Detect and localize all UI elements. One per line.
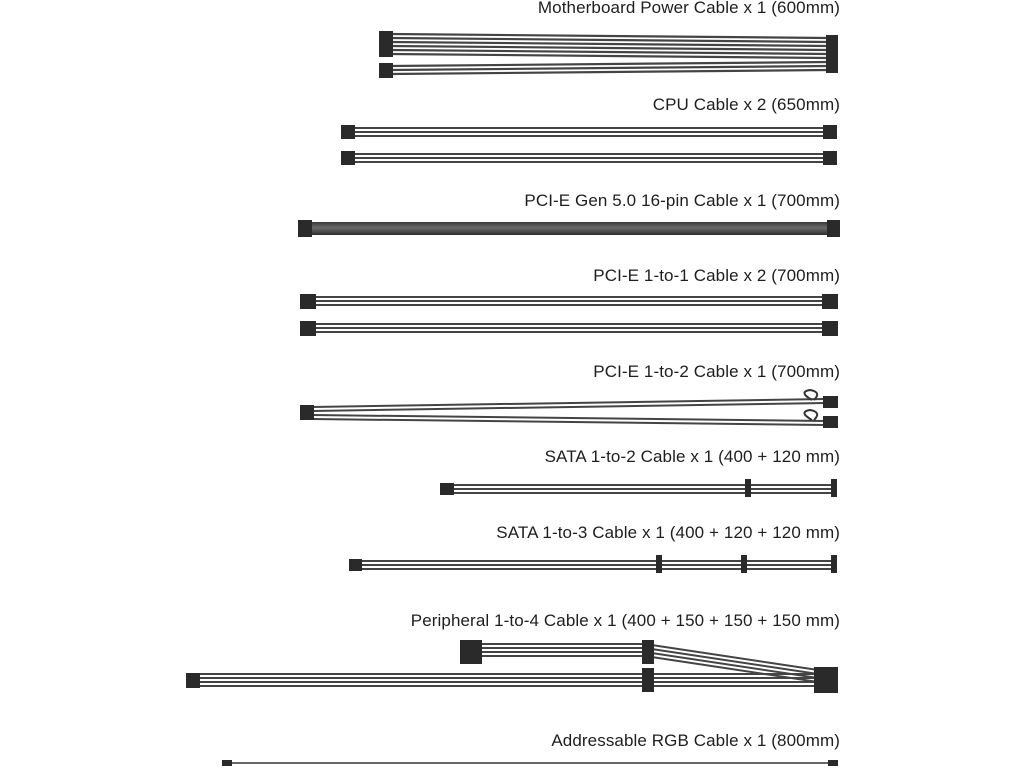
label-cpu: CPU Cable x 2 (650mm) <box>652 95 840 114</box>
connector-mb-left-bottom <box>379 63 393 78</box>
cable-peripheral-1-to-4 <box>186 640 838 693</box>
label-motherboard-power: Motherboard Power Cable x 1 (600mm) <box>537 0 840 17</box>
cable-pcie-gen5 <box>298 220 840 237</box>
cable-argb <box>222 760 838 766</box>
connector-mb-left-top <box>379 31 393 57</box>
label-peripheral-1-to-4: Peripheral 1-to-4 Cable x 1 (400 + 150 + 150 + 150 mm) <box>410 611 840 630</box>
label-pcie-1-to-2: PCI-E 1-to-2 Cable x 1 (700mm) <box>593 362 840 381</box>
label-sata-1-to-3: SATA 1-to-3 Cable x 1 (400 + 120 + 120 mm) <box>496 523 840 542</box>
cable-cpu <box>341 125 837 165</box>
label-argb: Addressable RGB Cable x 1 (800mm) <box>551 731 840 750</box>
label-pcie-gen5: PCI-E Gen 5.0 16-pin Cable x 1 (700mm) <box>524 191 840 210</box>
cable-sata-1-to-3 <box>349 555 837 573</box>
cable-motherboard-power <box>379 31 838 78</box>
cable-pcie-1-to-2 <box>300 390 838 428</box>
connector-mb-right <box>826 35 838 73</box>
label-sata-1-to-2: SATA 1-to-2 Cable x 1 (400 + 120 mm) <box>544 447 840 466</box>
cable-pcie-1-to-1 <box>300 294 838 336</box>
label-pcie-1-to-1: PCI-E 1-to-1 Cable x 2 (700mm) <box>593 266 840 285</box>
cable-sata-1-to-2 <box>440 479 837 497</box>
